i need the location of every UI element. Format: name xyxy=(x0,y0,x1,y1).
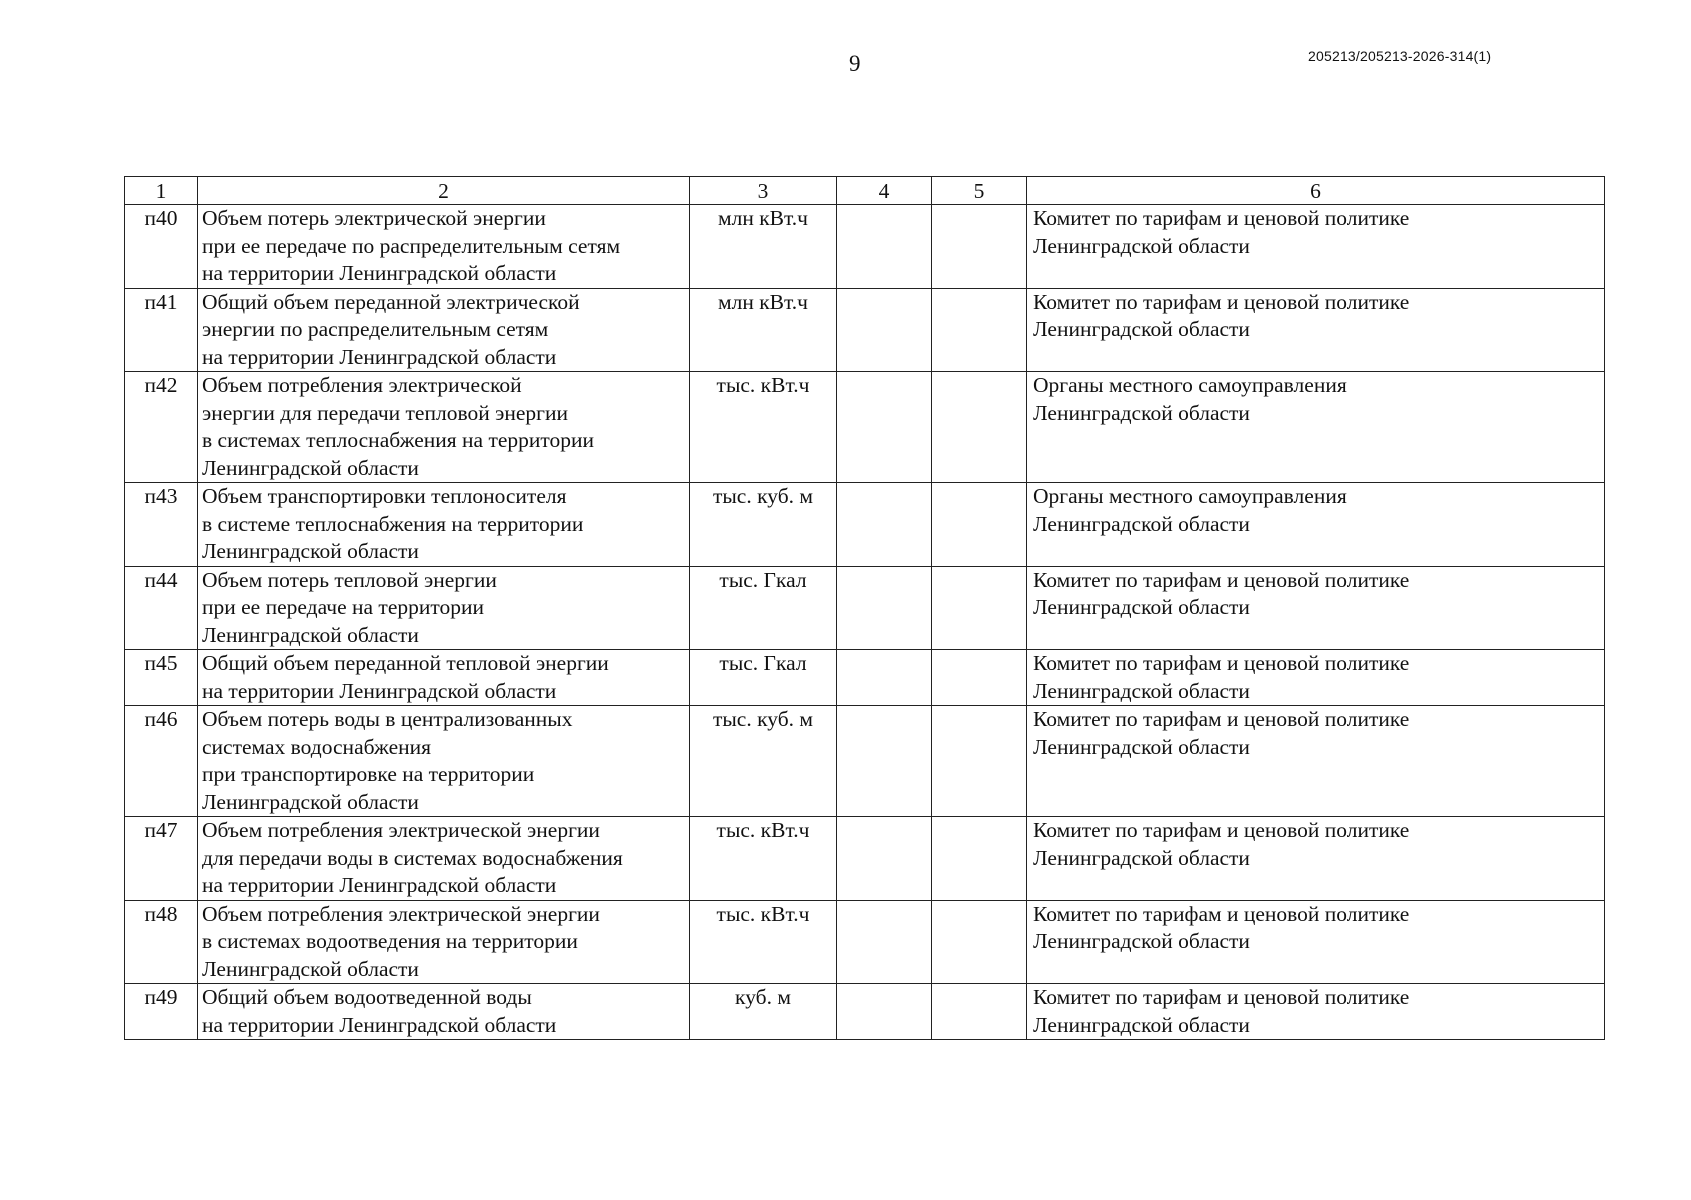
column-5-value xyxy=(932,984,1027,1040)
indicator-code: п48 xyxy=(125,900,198,984)
indicator-name xyxy=(198,372,690,483)
responsible-organization-line: Комитет по тарифам и ценовой политике xyxy=(1033,818,1410,842)
responsible-organization-line: Органы местного самоуправления xyxy=(1033,373,1347,397)
indicator-name-line: энергии по распределительным сетям xyxy=(202,317,549,341)
responsible-organization-line: Ленинградской области xyxy=(1033,1012,1250,1037)
responsible-organization xyxy=(1027,900,1605,984)
column-header-6: 6 xyxy=(1027,177,1605,205)
responsible-organization-line: Ленинградской области xyxy=(1033,317,1250,341)
unit-of-measure: тыс. кВт.ч xyxy=(690,900,837,984)
responsible-organization-line: Комитет по тарифам и ценовой политике xyxy=(1033,651,1410,675)
indicator-name-line: в системах водоотведения на территории xyxy=(202,929,578,953)
responsible-organization-line: Ленинградской области xyxy=(1033,400,1250,425)
column-4-value xyxy=(837,650,932,706)
responsible-organization xyxy=(1027,483,1605,567)
table-row xyxy=(125,984,1605,1040)
indicator-name xyxy=(198,483,690,567)
indicator-name-line: при транспортировке на территории xyxy=(202,762,535,786)
column-4-value xyxy=(837,900,932,984)
indicator-name-line: Объем потерь тепловой энергии xyxy=(202,567,497,592)
table-row xyxy=(125,650,1605,706)
column-4-value xyxy=(837,706,932,817)
responsible-organization xyxy=(1027,817,1605,901)
indicator-name-line: Общий объем переданной электрической xyxy=(202,289,580,314)
indicator-name-line: в системе теплоснабжения на территории xyxy=(202,511,584,536)
indicator-code: п40 xyxy=(125,205,198,289)
indicator-name-line: Объем потерь электрической энергии xyxy=(202,206,546,230)
indicator-name xyxy=(198,817,690,901)
responsible-organization xyxy=(1027,205,1605,289)
responsible-organization-line: Комитет по тарифам и ценовой политике xyxy=(1033,901,1410,926)
indicator-code: п44 xyxy=(125,566,198,650)
indicator-name xyxy=(198,288,690,372)
unit-of-measure: тыс. кВт.ч xyxy=(690,372,837,483)
indicator-name-line: на территории Ленинградской области xyxy=(202,261,557,285)
column-5-value xyxy=(932,650,1027,706)
indicator-name-line: Ленинградской области xyxy=(202,455,419,480)
indicator-name-line: энергии для передачи тепловой энергии xyxy=(202,400,568,425)
indicator-name xyxy=(198,205,690,289)
responsible-organization-line: Комитет по тарифам и ценовой политике xyxy=(1033,206,1410,230)
table-row xyxy=(125,372,1605,483)
column-header-4: 4 xyxy=(837,177,932,205)
column-header-2: 2 xyxy=(198,177,690,205)
indicator-name-line: при ее передаче на территории xyxy=(202,595,484,619)
indicator-table xyxy=(124,176,1605,1040)
unit-of-measure: млн кВт.ч xyxy=(690,205,837,289)
column-4-value xyxy=(837,566,932,650)
column-5-value xyxy=(932,205,1027,289)
indicator-name-line: на территории Ленинградской области xyxy=(202,678,557,703)
column-5-value xyxy=(932,372,1027,483)
column-5-value xyxy=(932,566,1027,650)
column-5-value xyxy=(932,817,1027,901)
indicator-name xyxy=(198,984,690,1040)
indicator-name-line: на территории Ленинградской области xyxy=(202,873,557,897)
indicator-code: п45 xyxy=(125,650,198,706)
responsible-organization-line: Ленинградской области xyxy=(1033,734,1250,759)
indicator-name-line: при ее передаче по распределительным сетям xyxy=(202,233,621,258)
responsible-organization-line: Комитет по тарифам и ценовой политике xyxy=(1033,567,1410,592)
responsible-organization xyxy=(1027,372,1605,483)
indicator-name xyxy=(198,706,690,817)
table-row xyxy=(125,205,1605,289)
document-id: 205213/205213-2026-314(1) xyxy=(1308,48,1492,64)
indicator-name-line: системах водоснабжения xyxy=(202,734,432,759)
column-4-value xyxy=(837,372,932,483)
column-5-value xyxy=(932,706,1027,817)
indicator-name-line: на территории Ленинградской области xyxy=(202,1012,557,1037)
unit-of-measure: тыс. Гкал xyxy=(690,650,837,706)
unit-of-measure: куб. м xyxy=(690,984,837,1040)
responsible-organization-line: Комитет по тарифам и ценовой политике xyxy=(1033,707,1410,731)
indicator-name-line: Объем потребления электрической энергии xyxy=(202,818,600,842)
column-5-value xyxy=(932,900,1027,984)
responsible-organization-line: Ленинградской области xyxy=(1033,233,1250,258)
column-header-3: 3 xyxy=(690,177,837,205)
unit-of-measure: тыс. куб. м xyxy=(690,706,837,817)
responsible-organization-line: Ленинградской области xyxy=(1033,678,1250,703)
indicator-name-line: Объем потерь воды в централизованных xyxy=(202,707,573,731)
responsible-organization xyxy=(1027,650,1605,706)
unit-of-measure: млн кВт.ч xyxy=(690,288,837,372)
table-row xyxy=(125,288,1605,372)
column-4-value xyxy=(837,205,932,289)
unit-of-measure: тыс. Гкал xyxy=(690,566,837,650)
table-row xyxy=(125,817,1605,901)
column-5-value xyxy=(932,288,1027,372)
indicator-name xyxy=(198,900,690,984)
responsible-organization xyxy=(1027,566,1605,650)
table-row xyxy=(125,706,1605,817)
table-row xyxy=(125,566,1605,650)
indicator-name xyxy=(198,650,690,706)
indicator-code: п41 xyxy=(125,288,198,372)
indicator-name-line: Объем потребления электрической энергии xyxy=(202,901,600,926)
indicator-code: п47 xyxy=(125,817,198,901)
responsible-organization xyxy=(1027,706,1605,817)
indicator-name xyxy=(198,566,690,650)
responsible-organization xyxy=(1027,984,1605,1040)
column-header-5: 5 xyxy=(932,177,1027,205)
indicator-name-line: Ленинградской области xyxy=(202,622,419,647)
unit-of-measure: тыс. куб. м xyxy=(690,483,837,567)
column-4-value xyxy=(837,288,932,372)
indicator-name-line: в системах теплоснабжения на территории xyxy=(202,428,595,452)
responsible-organization-line: Ленинградской области xyxy=(1033,929,1250,953)
responsible-organization-line: Ленинградской области xyxy=(1033,845,1250,870)
indicator-name-line: Ленинградской области xyxy=(202,539,419,563)
column-4-value xyxy=(837,483,932,567)
unit-of-measure: тыс. кВт.ч xyxy=(690,817,837,901)
indicator-name-line: Ленинградской области xyxy=(202,789,419,814)
indicator-name-line: Объем потребления электрической xyxy=(202,373,522,397)
column-header-1: 1 xyxy=(125,177,198,205)
indicator-code: п42 xyxy=(125,372,198,483)
indicator-name-line: Общий объем переданной тепловой энергии xyxy=(202,651,609,675)
table-row xyxy=(125,900,1605,984)
indicator-name-line: Объем транспортировки теплоносителя xyxy=(202,484,567,508)
responsible-organization-line: Ленинградской области xyxy=(1033,595,1250,619)
responsible-organization-line: Органы местного самоуправления xyxy=(1033,484,1347,508)
indicator-code: п49 xyxy=(125,984,198,1040)
table-row xyxy=(125,483,1605,567)
indicator-code: п43 xyxy=(125,483,198,567)
table-header-row xyxy=(125,177,1605,205)
indicator-name-line: для передачи воды в системах водоснабжения xyxy=(202,845,623,870)
indicator-code: п46 xyxy=(125,706,198,817)
column-4-value xyxy=(837,817,932,901)
responsible-organization-line: Комитет по тарифам и ценовой политике xyxy=(1033,985,1410,1009)
column-5-value xyxy=(932,483,1027,567)
column-4-value xyxy=(837,984,932,1040)
page-number: 9 xyxy=(849,51,861,76)
indicator-name-line: Общий объем водоотведенной воды xyxy=(202,985,532,1009)
responsible-organization xyxy=(1027,288,1605,372)
responsible-organization-line: Ленинградской области xyxy=(1033,511,1250,536)
responsible-organization-line: Комитет по тарифам и ценовой политике xyxy=(1033,289,1410,314)
indicator-name-line: Ленинградской области xyxy=(202,956,419,981)
indicator-name-line: на территории Ленинградской области xyxy=(202,344,557,369)
